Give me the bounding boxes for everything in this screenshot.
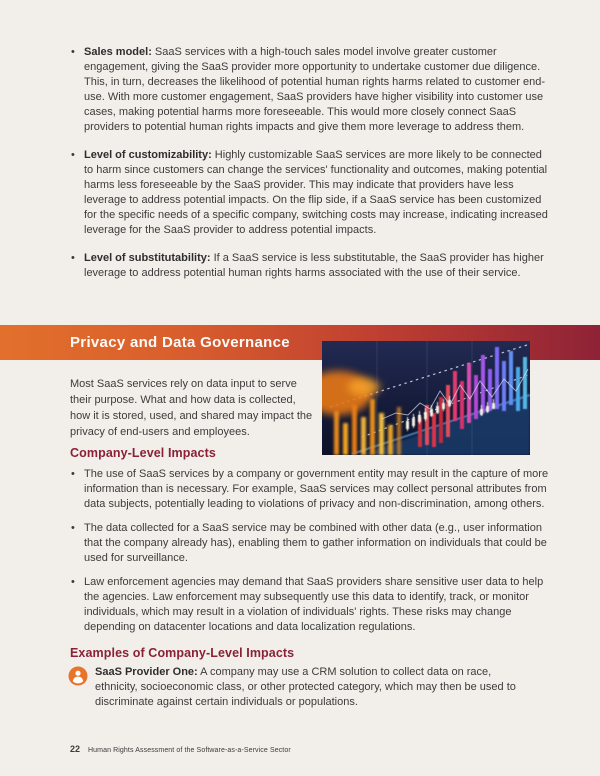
page-number: 22 [70,744,81,754]
example-body: A company may use a CRM solution to collect data on race, ethnicity, socioeconomic class, or other protected category, which may then be used to discriminate against certain individuals or populations. [95,666,516,708]
bullet-text: If a SaaS service is less substitutable, the SaaS provider has higher leverage to address potential human rights harms associated with the use of their service. [84,252,544,279]
stock-chart-image [322,341,530,455]
bullet-lead: Level of customizability: [84,149,212,161]
list-item [70,467,550,512]
company-impacts-heading: Company-Level Impacts [70,446,216,460]
page-footer [70,742,291,758]
bullet-lead: Level of substitutability: [84,252,211,264]
list-item [70,521,550,566]
person-icon [68,666,88,686]
example-lead: SaaS Provider One: [95,666,198,678]
bullet-text: The data collected for a SaaS service may be combined with other data (e.g., user information that the company already has), enabling them to gather information on individuals that could be used for surveillance. [84,522,547,564]
bullet-text: SaaS services with a high-touch sales model involve greater customer engagement, giving the SaaS provider more opportunity to undertake customer due diligence. This, in turn, decreases the likelihood of potential human rights harms related to customer end-use. With more customer engagement, SaaS providers have higher visibility into customer use cases, making potential harms more foreseeable. This would more closely connect SaaS providers to potential human rights impacts and give them more leverage to address them. [84,46,546,133]
example-item [68,665,528,710]
bullet-text: Law enforcement agencies may demand that SaaS providers share sensitive user data to help the agencies. Law enforcement may subsequently use this data to identify, track, or monitor individuals, which may result in a violation of individuals' rights. These risks may change depending on datacenter locations and data localization regulations. [84,576,544,633]
leverage-factors-list [70,45,548,294]
example-text [95,665,525,710]
section-intro: Most SaaS services rely on data input to serve their purpose. What and how data is collected, how it is stored, used, and shared may impact the privacy of end-users and employees. [70,378,313,438]
list-item [70,148,548,238]
bullet-text: Highly customizable SaaS services are more likely to be connected to harm since customers can change the services' functionality and outcomes, making potential harms less foreseeable by the SaaS provider. This may indicate that providers have less leverage to address potential impacts. On the flip side, if a SaaS service has been customized for the specific needs of a specific company, switching costs may increase, indicating increased leverage for the SaaS provider to address potential impacts. [84,149,548,236]
company-impacts-list [70,467,550,644]
section-title: Privacy and Data Governance [70,334,290,351]
examples-heading: Examples of Company-Level Impacts [70,646,295,660]
bullet-lead: Sales model: [84,46,152,58]
footer-title: Human Rights Assessment of the Software-as-a-Service Sector [88,747,291,754]
list-item [70,575,550,635]
bullet-text: The use of SaaS services by a company or government entity may result in the capture of more information than is necessary. For example, SaaS services may collect personal attributes from data subjects, potentially leading to violations of privacy and non-discrimination, among others. [84,468,549,510]
list-item [70,251,548,281]
list-item [70,45,548,135]
